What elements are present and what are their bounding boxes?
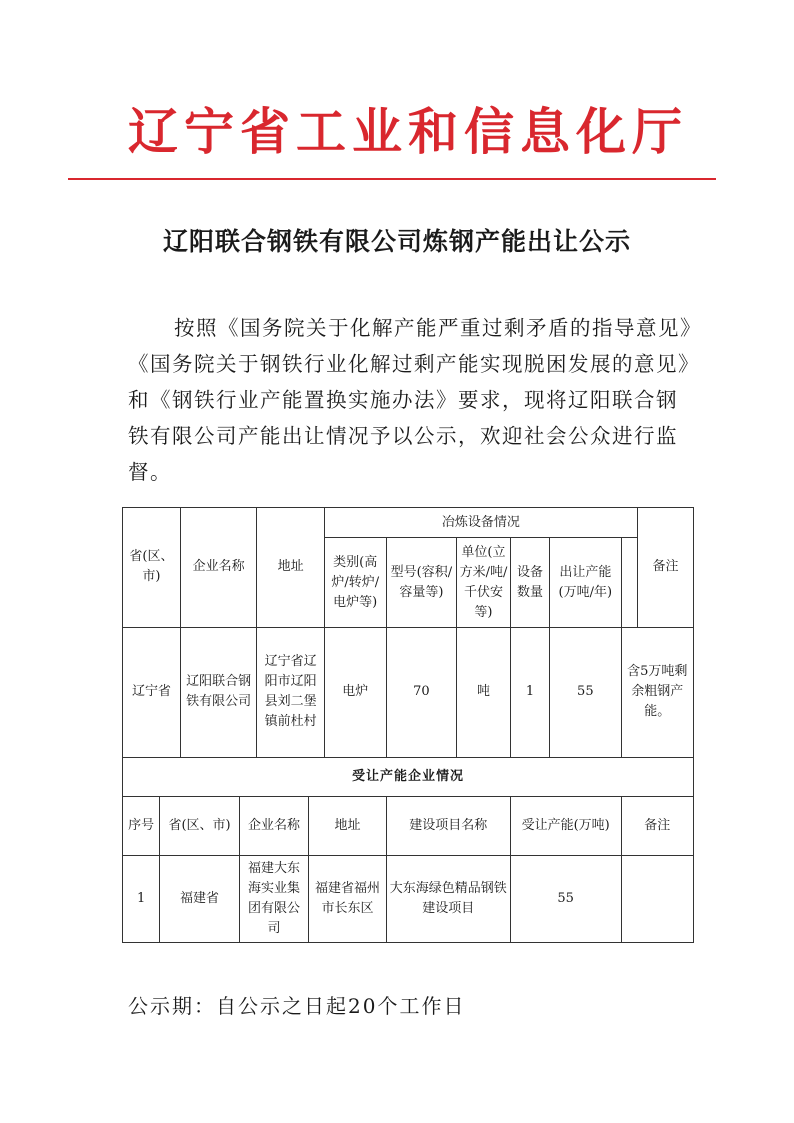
header-company: 企业名称 (180, 508, 257, 628)
cell-province-2: 福建省 (160, 855, 240, 942)
cell-capacity-out: 55 (550, 627, 621, 757)
header-address: 地址 (257, 508, 324, 628)
header-capacity-out: 出让产能(万吨/年) (550, 538, 621, 627)
header-capacity-in: 受让产能(万吨) (510, 796, 621, 855)
page-title: 辽阳联合钢铁有限公司炼钢产能出让公示 (162, 227, 631, 256)
cell-remark-2 (621, 855, 694, 942)
header-quantity: 设备数量 (510, 538, 549, 627)
cell-address-2: 福建省福州市长东区 (309, 855, 387, 942)
cell-address: 辽宁省辽阳市辽阳县刘二堡镇前杜村 (257, 627, 324, 757)
header-project: 建设项目名称 (386, 796, 510, 855)
publicity-period: 公示期：自公示之日起20个工作日 (128, 994, 466, 1018)
capacity-table (122, 507, 694, 943)
header-equipment-group: 冶炼设备情况 (324, 508, 637, 538)
cell-quantity: 1 (510, 627, 549, 757)
header-remark-2: 备注 (621, 796, 694, 855)
header-company-2: 企业名称 (239, 796, 308, 855)
header-model: 型号(容积/容量等) (386, 538, 456, 627)
cell-category: 电炉 (324, 627, 386, 757)
section-title-transferee: 受让产能企业情况 (123, 758, 694, 797)
letterhead-divider (68, 178, 716, 180)
cell-remark: 含5万吨剩余粗钢产能。 (621, 627, 694, 757)
header-address-2: 地址 (309, 796, 387, 855)
announcement-paragraph: 按照《国务院关于化解产能严重过剩矛盾的指导意见》《国务院关于钢铁行业化解过剩产能实现脱困发展的意见》和《钢铁行业产能置换实施办法》要求，现将辽阳联合钢铁有限公司产能出让情况予以公示，欢迎社会公众进行监督。 (128, 316, 692, 484)
header-province-2: 省(区、市) (160, 796, 240, 855)
header-index: 序号 (123, 796, 160, 855)
header-category: 类别(高炉/转炉/电炉等) (324, 538, 386, 627)
cell-company: 辽阳联合钢铁有限公司 (180, 627, 257, 757)
cell-province: 辽宁省 (123, 627, 181, 757)
cell-project: 大东海绿色精品钢铁建设项目 (386, 855, 510, 942)
header-remark: 备注 (638, 508, 694, 628)
letterhead: 辽宁省工业和信息化厅 (128, 102, 688, 161)
cell-index: 1 (123, 855, 160, 942)
cell-company-2: 福建大东海实业集团有限公司 (239, 855, 308, 942)
cell-model: 70 (386, 627, 456, 757)
announcement-body (128, 310, 698, 490)
cell-capacity-in: 55 (510, 855, 621, 942)
header-unit: 单位(立方米/吨/千伏安等) (457, 538, 511, 627)
cell-unit: 吨 (457, 627, 511, 757)
header-province: 省(区、市) (123, 508, 181, 628)
